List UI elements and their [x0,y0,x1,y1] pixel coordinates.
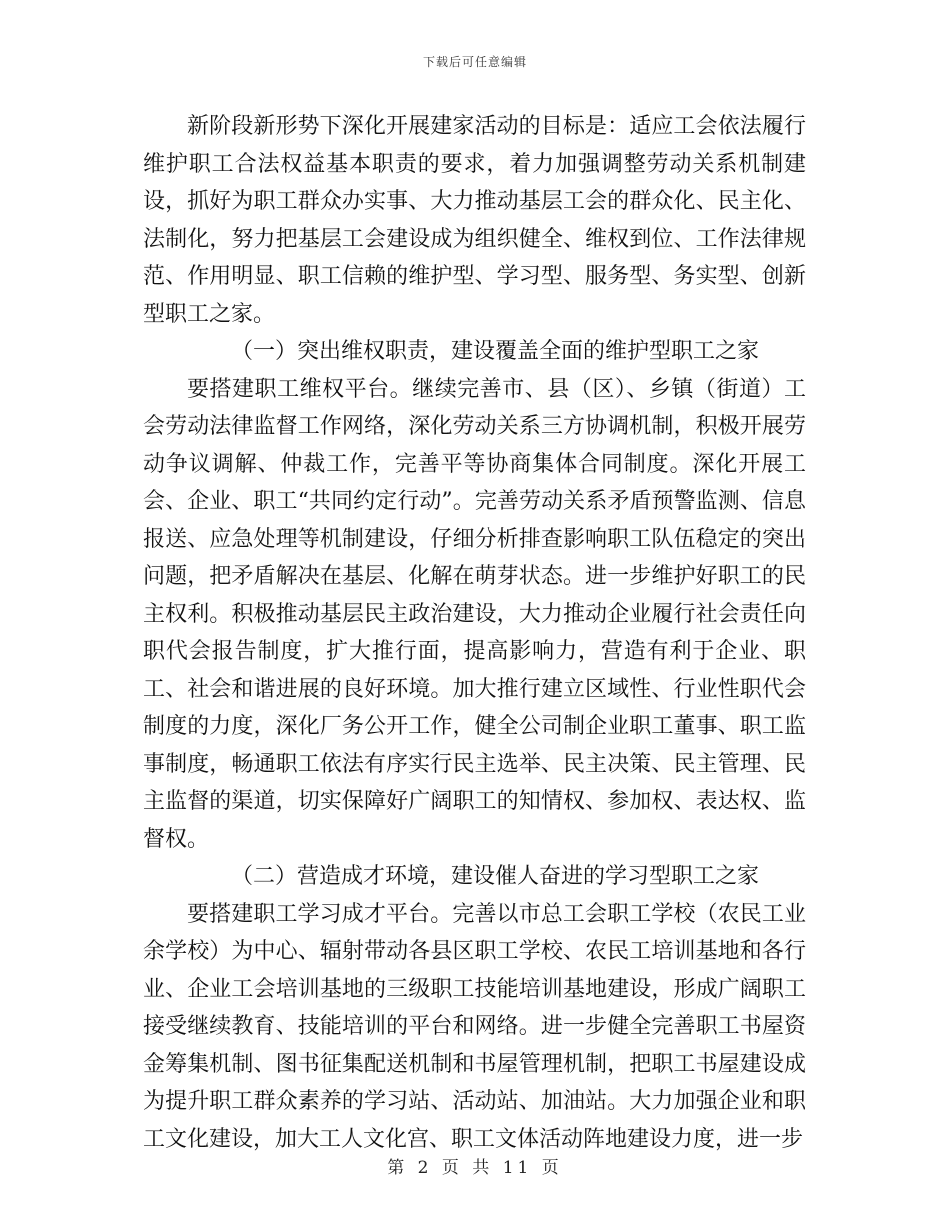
paragraph-goal: 新阶段新形势下深化开展建家活动的目标是：适应工会依法履行维护职工合法权益基本职责的要求，着力加强调整劳动关系机制建设，抓好为职工群众办实事、大力推动基层工会的群众化、民主化、法制化，努力把基层工会建设成为组织健全、维权到位、工作法律规范、作用明显、职工信赖的维护型、学习型、服务型、务实型、创新型职工之家。 [143,114,806,327]
document-body [143,108,806,1158]
page-header-note: 下载后可任意编辑 [422,55,527,69]
page-number-footer: 第 2 页 共 11 页 [387,1158,563,1178]
paragraph-learning-platform: 要搭建职工学习成才平台。完善以市总工会职工学校（农民工业余学校）为中心、辐射带动各县区职工学校、农民工培训基地和各行业、企业工会培训基地的三级职工技能培训基地建设，形成广阔职工接受继续教育、技能培训的平台和网络。进一步健全完善职工书屋资金筹集机制、图书征集配送机制和书屋管理机制，把职工书屋建设成为提升职工群众素养的学习站、活动站、加油站。大力加强企业和职工文化建设，加大工人文化宫、职工文体活动阵地建设力度，进一步 [143,901,806,1152]
paragraph-rights-platform: 要搭建职工维权平台。继续完善市、县（区）、乡镇（街道）工会劳动法律监督工作网络，深化劳动关系三方协调机制，积极开展劳动争议调解、仲裁工作，完善平等协商集体合同制度。深化开展工会、企业、职工“共同约定行动”。完善劳动关系矛盾预警监测、信息报送、应急处理等机制建设，仔细分析排查影响职工队伍稳定的突出问题，把矛盾解决在基层、化解在萌芽状态。进一步维护好职工的民主权利。积极推动基层民主政治建设，大力推动企业履行社会责任向职代会报告制度，扩大推行面，提高影响力，营造有利于企业、职工、社会和谐进展的良好环境。加大推行建立区域性、行业性职代会制度的力度，深化厂务公开工作，健全公司制企业职工董事、职工监事制度，畅通职工依法有序实行民主选举、民主决策、民主管理、民主监督的渠道，切实保障好广阔职工的知情权、参加权、表达权、监督权。 [143,376,806,852]
section-heading-2: （二）营造成才环境，建设催人奋进的学习型职工之家 [231,864,760,889]
section-heading-1: （一）突出维权职责，建设覆盖全面的维护型职工之家 [231,339,760,364]
